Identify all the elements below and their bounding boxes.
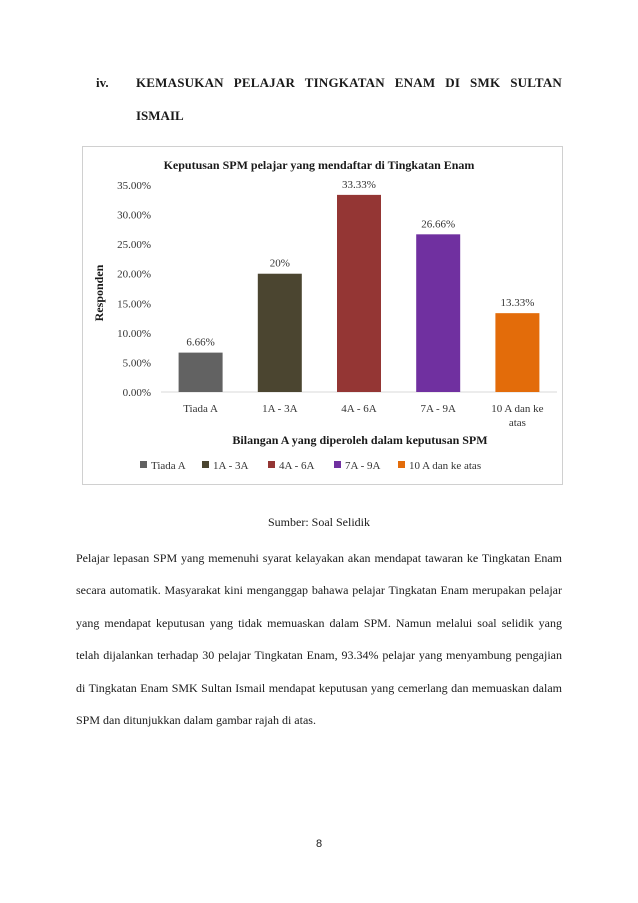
data-label: 6.66% (186, 336, 215, 349)
x-tick-label: 7A - 9A (420, 403, 456, 415)
figure-source: Sumber: Soal Selidik (268, 515, 370, 529)
y-tick-label: 20.00% (117, 268, 151, 281)
y-tick-label: 35.00% (117, 180, 151, 192)
legend (140, 460, 481, 472)
bar-2 (337, 195, 381, 392)
legend-swatch (398, 461, 405, 468)
x-tick-label: atas (508, 417, 526, 429)
x-axis-ticks (183, 403, 543, 429)
legend-swatch (202, 461, 209, 468)
x-axis-label: Bilangan A yang diperoleh dalam keputusan SPM (232, 433, 488, 447)
x-tick-label: Tiada A (183, 403, 218, 415)
bar-0 (179, 353, 223, 392)
x-tick-label: 10 A dan ke (491, 403, 544, 415)
legend-label: 10 A dan ke atas (409, 460, 482, 472)
bar-1 (258, 274, 302, 392)
data-label: 13.33% (500, 297, 535, 310)
legend-swatch (268, 461, 275, 468)
bar-4 (495, 313, 539, 392)
legend-label: 1A - 3A (213, 460, 249, 472)
legend-label: 7A - 9A (345, 460, 381, 472)
legend-swatch (334, 461, 341, 468)
body-paragraph: Pelajar lepasan SPM yang memenuhi syarat kelayakan akan mendapat tawaran ke Tingkatan Enam secara automatik. Masyarakat kini menganggap bahawa pelajar Tingkatan Enam merupakan pelajar yang mendapat keputusan yang tidak memuaskan dalam SPM. Namun melalui soal selidik yang telah dijalankan terhadap 30 pelajar Tingkatan Enam, 93.34% pelajar yang menyambung pengajian di Tingkatan Enam SMK Sultan Ismail mendapat keputusan yang cemerlang dan memuaskan dalam SPM dan ditunjukkan dalam gambar rajah di atas. (76, 551, 562, 728)
data-label: 26.66% (421, 218, 456, 231)
y-axis-ticks (117, 180, 151, 399)
page-number: 8 (315, 838, 323, 850)
bar-3 (416, 234, 460, 392)
x-tick-label: 1A - 3A (262, 403, 298, 415)
y-tick-label: 25.00% (117, 239, 151, 252)
bars (179, 179, 540, 392)
legend-swatch (140, 461, 147, 468)
y-tick-label: 5.00% (122, 357, 151, 370)
legend-label: 4A - 6A (279, 460, 315, 472)
chart-title: Keputusan SPM pelajar yang mendaftar di Tingkatan Enam (163, 158, 475, 172)
bar-chart (83, 147, 564, 486)
data-label: 20% (269, 257, 290, 270)
section-number: iv. (96, 75, 109, 90)
x-tick-label: 4A - 6A (341, 403, 377, 415)
section-heading-continued: ISMAIL (136, 108, 184, 123)
chart-frame (82, 146, 563, 485)
y-tick-label: 0.00% (122, 387, 151, 399)
section-heading: KEMASUKAN PELAJAR TINGKATAN ENAM DI SMK SULTAN (136, 75, 562, 90)
legend-label: Tiada A (151, 460, 186, 472)
y-tick-label: 30.00% (117, 209, 151, 222)
data-label: 33.33% (342, 178, 376, 191)
y-axis-label: Responden (92, 264, 106, 322)
y-tick-label: 15.00% (117, 298, 151, 311)
y-tick-label: 10.00% (117, 327, 151, 340)
